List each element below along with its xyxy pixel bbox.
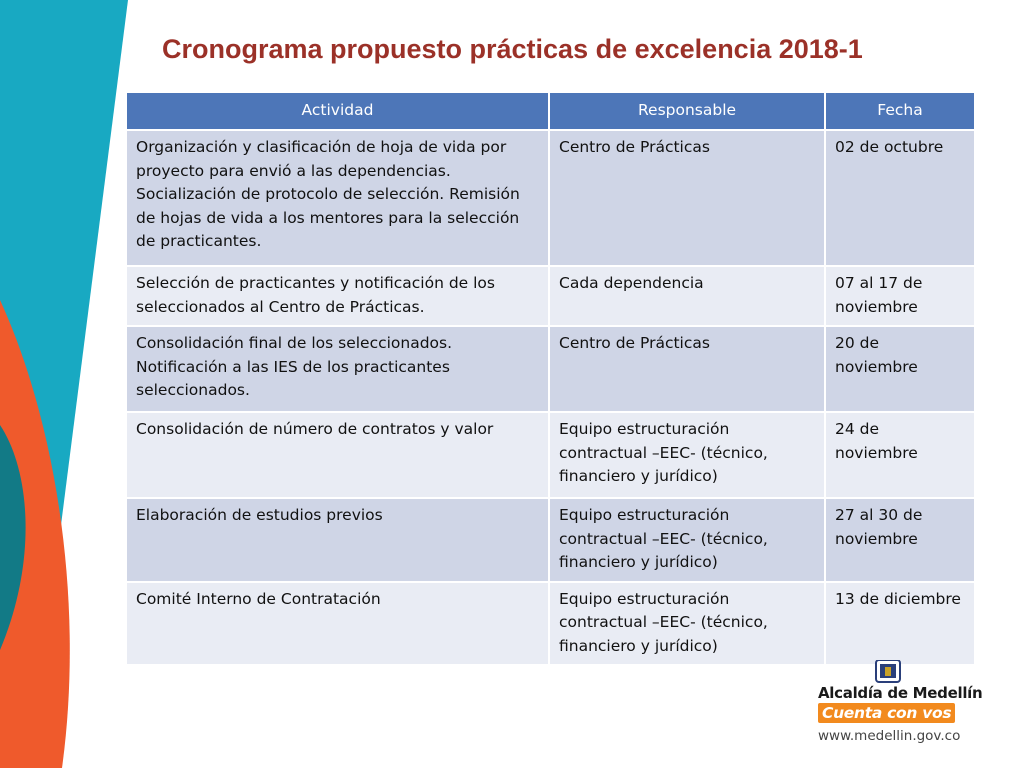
table-row — [127, 327, 974, 413]
cell-fecha: 02 de octubre — [826, 131, 974, 267]
cell-responsable: Cada dependencia — [550, 267, 826, 327]
cell-actividad: Selección de practicantes y notificación de los seleccionados al Centro de Prácticas. — [127, 267, 550, 327]
header-actividad: Actividad — [127, 93, 550, 131]
cell-responsable: Centro de Prácticas — [550, 131, 826, 267]
cell-fecha: 13 de diciembre — [826, 583, 974, 667]
header-responsable: Responsable — [550, 93, 826, 131]
cell-fecha: 20 de noviembre — [826, 327, 974, 413]
table-row — [127, 131, 974, 267]
cell-responsable: Equipo estructuración contractual –EEC- (técnico, financiero y jurídico) — [550, 583, 826, 667]
table-header-row — [127, 93, 974, 131]
cell-fecha: 27 al 30 de noviembre — [826, 499, 974, 583]
cell-actividad: Comité Interno de Contratación — [127, 583, 550, 667]
cell-responsable: Centro de Prácticas — [550, 327, 826, 413]
cell-responsable: Equipo estructuración contractual –EEC- (técnico, financiero y jurídico) — [550, 413, 826, 499]
table-row — [127, 413, 974, 499]
slide-title: Cronograma propuesto prácticas de excelencia 2018-1 — [162, 34, 863, 64]
logo-website: www.medellin.gov.co — [818, 728, 961, 744]
cell-actividad: Elaboración de estudios previos — [127, 499, 550, 583]
schedule-table — [127, 93, 974, 666]
cell-fecha: 07 al 17 de noviembre — [826, 267, 974, 327]
logo-slogan: Cuenta con vos — [818, 703, 955, 723]
cell-actividad: Consolidación final de los seleccionados. Notificación a las IES de los practicantes seleccionados. — [127, 327, 550, 413]
cell-responsable: Equipo estructuración contractual –EEC- (técnico, financiero y jurídico) — [550, 499, 826, 583]
cell-actividad: Organización y clasificación de hoja de vida por proyecto para envió a las dependencias. Socialización de protocolo de selección. Remisión de hojas de vida a los mentores para la selección de practicantes. — [127, 131, 550, 267]
table-row — [127, 583, 974, 667]
cell-actividad: Consolidación de número de contratos y valor — [127, 413, 550, 499]
logo-name: Alcaldía de Medellín — [818, 684, 983, 702]
table-row — [127, 267, 974, 327]
decorative-side-shapes — [0, 0, 140, 768]
coat-of-arms-icon — [868, 660, 908, 684]
alcaldia-logo — [816, 660, 983, 760]
cell-fecha: 24 de noviembre — [826, 413, 974, 499]
header-fecha: Fecha — [826, 93, 974, 131]
table-row — [127, 499, 974, 583]
